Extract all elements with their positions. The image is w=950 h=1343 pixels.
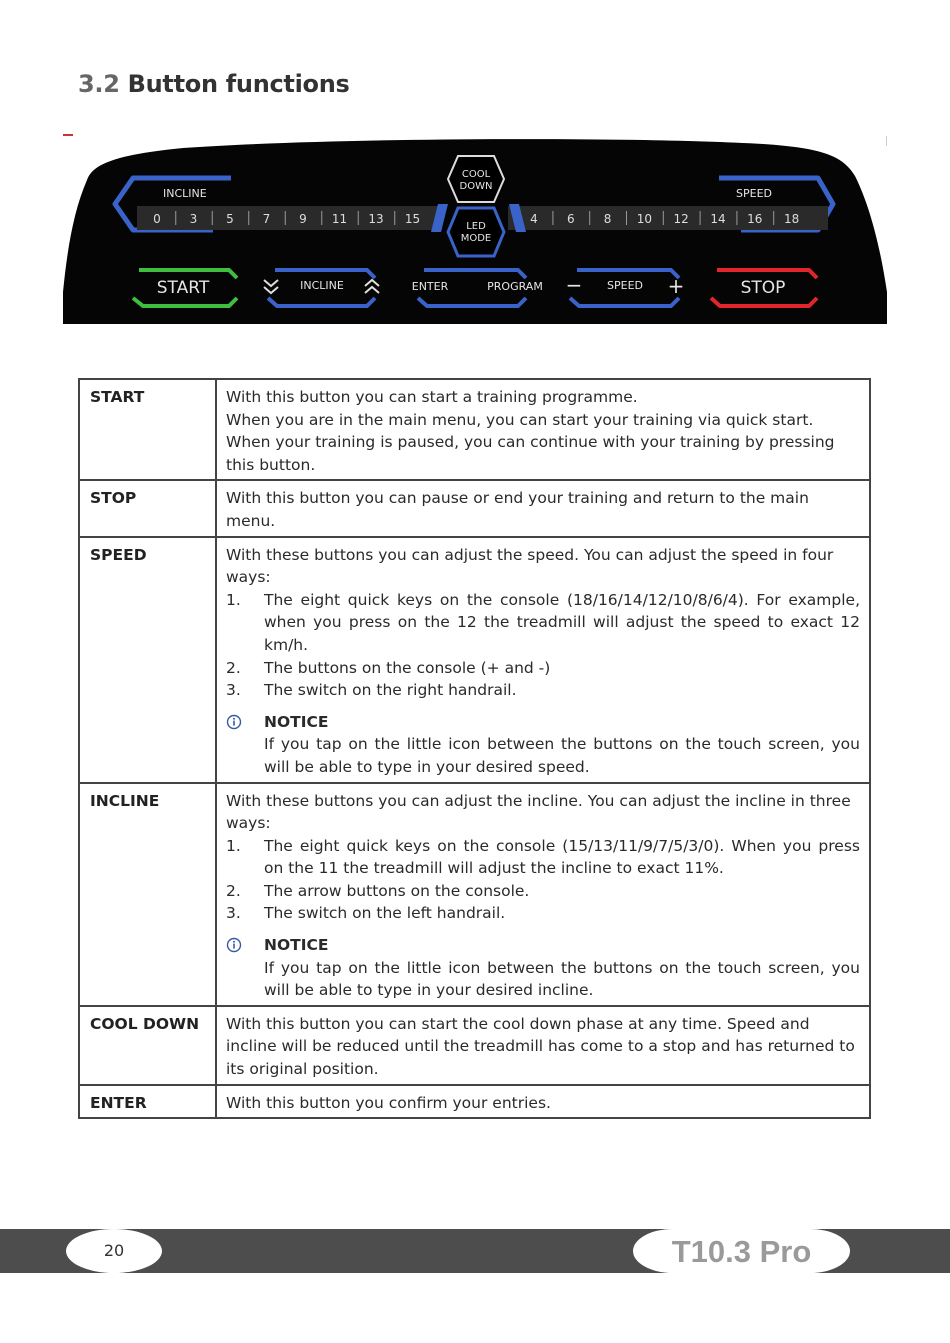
incline-key-13: 13 bbox=[368, 212, 384, 226]
row-key-enter: ENTER bbox=[79, 1085, 216, 1119]
incline-key-separator bbox=[321, 211, 322, 225]
console-cool-label-2: DOWN bbox=[459, 181, 493, 192]
console-led-label-1: LED bbox=[466, 221, 486, 232]
console-cool-label-1: COOL bbox=[461, 169, 491, 180]
info-icon bbox=[226, 937, 264, 953]
list-item bbox=[226, 589, 860, 657]
incline-key-separator bbox=[285, 211, 286, 225]
list-number: 1. bbox=[226, 836, 241, 855]
speed-key-16: 16 bbox=[747, 212, 763, 226]
row-key-speed: SPEED bbox=[79, 537, 216, 783]
console-start-label: START bbox=[156, 278, 210, 298]
console-illustration bbox=[63, 132, 887, 324]
incline-key-9: 9 bbox=[299, 212, 307, 226]
list-item bbox=[226, 679, 860, 702]
incline-key-separator bbox=[248, 211, 249, 225]
model-name: T10.3 Pro bbox=[671, 1234, 812, 1269]
desc-line: When your training is paused, you can continue with your training by pressing this button. bbox=[226, 433, 835, 474]
list-text: The eight quick keys on the console (15/13/11/9/7/5/3/0). When you press on the 11 the treadmill will adjust the incline to exact 11%. bbox=[264, 836, 860, 878]
incline-key-separator bbox=[175, 211, 176, 225]
speed-key-separator bbox=[700, 211, 701, 225]
desc-intro: With these buttons you can adjust the incline. You can adjust the incline in three ways: bbox=[226, 791, 851, 833]
list-item bbox=[226, 657, 860, 680]
row-desc-speed bbox=[216, 537, 870, 783]
console-incline-label: INCLINE bbox=[163, 187, 207, 200]
list-text: The switch on the right handrail. bbox=[264, 681, 517, 700]
row-key-stop: STOP bbox=[79, 480, 216, 536]
list-text: The buttons on the console (+ and -) bbox=[264, 658, 551, 677]
incline-key-11: 11 bbox=[331, 212, 348, 226]
speed-key-10: 10 bbox=[636, 212, 653, 226]
list-item bbox=[226, 880, 860, 903]
speed-key-separator bbox=[552, 211, 553, 225]
table-row bbox=[79, 379, 870, 480]
desc-line: When you are in the main menu, you can start your training via quick start. bbox=[226, 410, 814, 429]
row-desc-cool-down: With this button you can start the cool down phase at any time. Speed and incline will be reduced until the treadmill has come to a stop and has returned to its original position. bbox=[216, 1006, 870, 1085]
section-title: Button functions bbox=[127, 70, 350, 98]
list-text: The arrow buttons on the console. bbox=[264, 881, 530, 900]
list-number: 3. bbox=[226, 904, 241, 923]
speed-key-separator bbox=[736, 211, 737, 225]
speed-key-separator bbox=[589, 211, 590, 225]
button-functions-table bbox=[78, 378, 871, 1119]
speed-key-separator bbox=[663, 211, 664, 225]
speed-key-separator bbox=[773, 211, 774, 225]
speed-key-12: 12 bbox=[673, 212, 689, 226]
speed-key-6: 6 bbox=[566, 212, 575, 226]
incline-key-separator bbox=[212, 211, 213, 225]
row-desc-enter: With this button you confirm your entries. bbox=[216, 1085, 870, 1119]
notice-title: NOTICE bbox=[264, 936, 329, 955]
console-speed-button-label: SPEED bbox=[607, 279, 643, 292]
notice-text: If you tap on the little icon between the buttons on the touch screen, you will be able to type in your desired speed. bbox=[264, 735, 860, 776]
console-speed-label: SPEED bbox=[736, 187, 772, 200]
console-minus-label: − bbox=[565, 273, 583, 297]
list-item bbox=[226, 835, 860, 880]
table-row bbox=[79, 1006, 870, 1085]
row-desc-incline bbox=[216, 783, 870, 1006]
list-text: The switch on the left handrail. bbox=[264, 904, 506, 923]
incline-key-3: 3 bbox=[189, 212, 198, 226]
console-plus-label: + bbox=[667, 274, 685, 298]
list-number: 3. bbox=[226, 681, 241, 700]
incline-key-15: 15 bbox=[404, 212, 421, 226]
row-desc-start bbox=[216, 379, 870, 480]
notice-box bbox=[226, 711, 860, 779]
speed-key-separator bbox=[626, 211, 627, 225]
incline-key-separator bbox=[394, 211, 395, 225]
edge-mark bbox=[886, 136, 887, 146]
page-number: 20 bbox=[103, 1241, 125, 1260]
table-row bbox=[79, 480, 870, 536]
incline-key-separator bbox=[358, 211, 359, 225]
console-program-label: PROGRAM bbox=[487, 280, 543, 293]
notice-title: NOTICE bbox=[264, 712, 329, 731]
info-icon bbox=[226, 714, 264, 730]
row-key-incline: INCLINE bbox=[79, 783, 216, 1006]
table-row bbox=[79, 783, 870, 1006]
speed-key-18: 18 bbox=[783, 212, 800, 226]
edge-mark bbox=[63, 134, 73, 136]
section-heading bbox=[78, 70, 349, 98]
row-desc-stop: With this button you can pause or end your training and return to the main menu. bbox=[216, 480, 870, 536]
list-number: 2. bbox=[226, 658, 241, 677]
console-enter-label: ENTER bbox=[411, 280, 449, 293]
console-panel-image bbox=[63, 132, 887, 324]
list-item bbox=[226, 902, 860, 925]
desc-intro: With these buttons you can adjust the speed. You can adjust the speed in four ways: bbox=[226, 545, 834, 587]
row-key-start: START bbox=[79, 379, 216, 480]
speed-key-14: 14 bbox=[710, 212, 726, 226]
speed-key-8: 8 bbox=[603, 212, 612, 226]
notice-box bbox=[226, 934, 860, 1002]
table-row bbox=[79, 1085, 870, 1119]
table-row bbox=[79, 537, 870, 783]
section-number: 3.2 bbox=[78, 70, 120, 98]
speed-key-4: 4 bbox=[530, 212, 538, 226]
row-key-cool-down: COOL DOWN bbox=[79, 1006, 216, 1085]
notice-text: If you tap on the little icon between the buttons on the touch screen, you will be able to type in your desired incline. bbox=[264, 958, 860, 1000]
incline-key-0: 0 bbox=[153, 212, 161, 226]
list-number: 1. bbox=[226, 590, 241, 609]
desc-line: With this button you can start a training programme. bbox=[226, 388, 638, 406]
console-stop-label: STOP bbox=[740, 278, 786, 298]
console-incline-button-label: INCLINE bbox=[300, 279, 344, 292]
console-led-label-2: MODE bbox=[460, 233, 492, 244]
list-text: The eight quick keys on the console (18/16/14/12/10/8/6/4). For example, when you press on the 12 the treadmill will adjust the speed to exact 12 km/h. bbox=[264, 590, 860, 654]
list-number: 2. bbox=[226, 881, 241, 900]
incline-key-5: 5 bbox=[226, 212, 234, 226]
incline-key-7: 7 bbox=[262, 212, 271, 226]
